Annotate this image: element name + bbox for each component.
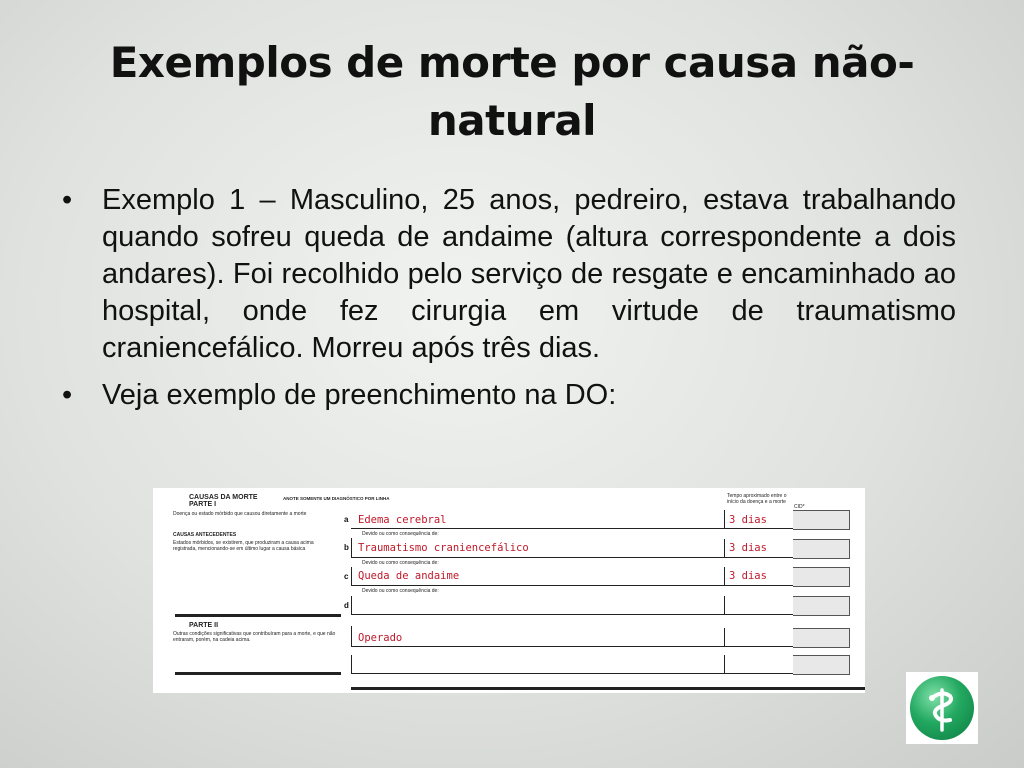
bullet-text: Exemplo 1 – Masculino, 25 anos, pedreiro, estava trabalhando quando sofreu queda de andaime (altura correspondente a dois andares). Foi recolhido pelo serviço de resgate e encaminhado ao hospital, onde fez cirurgia em virtude de traumatismo craniencefálico. Morreu após três dias. (102, 184, 956, 364)
parte-1-desc: Doença ou estado mórbido que causou diretamente a morte (173, 511, 307, 517)
row-divider (724, 567, 725, 586)
row-line (351, 557, 793, 558)
row-divider (724, 539, 725, 558)
row-bracket (351, 655, 352, 674)
bullet-glyph: • (62, 379, 73, 411)
time-a[interactable]: 3 dias (729, 514, 767, 526)
section-separator (175, 672, 341, 675)
section-separator (175, 614, 341, 617)
row-divider (724, 655, 725, 674)
tempo-header: Tempo aproximado entre o início da doença e a morte (727, 493, 787, 505)
parte-2-desc: Outras condições significativas que contribuíram para a morte, e que não entraram, porém, na cadeia acima. (173, 631, 336, 643)
row-bracket (351, 626, 352, 647)
row-line (351, 646, 793, 647)
caduceus-glyph (910, 676, 974, 740)
antecedentes-desc: Estados mórbidos, se existirem, que produziram a causa acima registrada, mencionando-se em último lugar a causa básica (173, 540, 314, 552)
time-b[interactable]: 3 dias (729, 542, 767, 554)
bullet-item (60, 377, 956, 414)
form-header: CAUSAS DA MORTE (189, 494, 258, 501)
slide-title: Exemplos de morte por causa não-natural (109, 38, 915, 145)
caduceus-logo (906, 672, 978, 744)
row-bracket (351, 538, 352, 558)
row-divider (724, 596, 725, 615)
row-line (351, 614, 793, 615)
time-c[interactable]: 3 dias (729, 570, 767, 582)
cid-box-c[interactable] (793, 567, 850, 587)
bullet-list (60, 182, 956, 424)
cause-c[interactable]: Queda de andaime (358, 570, 460, 582)
parte-2-cause-1[interactable]: Operado (358, 632, 403, 644)
caduceus-icon (910, 676, 974, 740)
cid-box-b[interactable] (793, 539, 850, 559)
row-letter: c (344, 572, 349, 581)
row-divider (724, 510, 725, 529)
row-bracket (351, 567, 352, 586)
devido-label: Devido ou como consequência de: (362, 588, 439, 594)
cid-header: CID* (794, 504, 805, 510)
antecedentes-label: CAUSAS ANTECEDENTES (173, 532, 237, 538)
devido-label: Devido ou como consequência de: (362, 560, 439, 566)
parte-1-label: PARTE I (189, 501, 217, 508)
row-divider (724, 628, 725, 647)
devido-label: Devido ou como consequência de: (362, 531, 439, 537)
death-certificate-form (153, 488, 865, 693)
row-letter: d (344, 601, 349, 610)
cid-box-p2-1[interactable] (793, 628, 850, 648)
cause-a[interactable]: Edema cerebral (358, 514, 447, 526)
parte-2-label: PARTE II (189, 622, 219, 629)
bullet-glyph: • (62, 184, 73, 216)
row-bracket (351, 596, 352, 615)
row-line (351, 673, 793, 674)
form-header-note: ANOTE SOMENTE UM DIAGNÓSTICO POR LINHA (283, 496, 390, 501)
cid-box-a[interactable] (793, 510, 850, 530)
cid-box-d[interactable] (793, 596, 850, 616)
bullet-text: Veja exemplo de preenchimento na DO: (102, 379, 617, 411)
row-letter: b (344, 543, 349, 552)
cid-box-p2-2[interactable] (793, 655, 850, 675)
form-bottom-border (351, 687, 865, 690)
row-line (351, 585, 793, 586)
cause-b[interactable]: Traumatismo craniencefálico (358, 542, 529, 554)
bullet-item (60, 182, 956, 367)
row-letter: a (344, 515, 349, 524)
row-line (351, 528, 793, 529)
